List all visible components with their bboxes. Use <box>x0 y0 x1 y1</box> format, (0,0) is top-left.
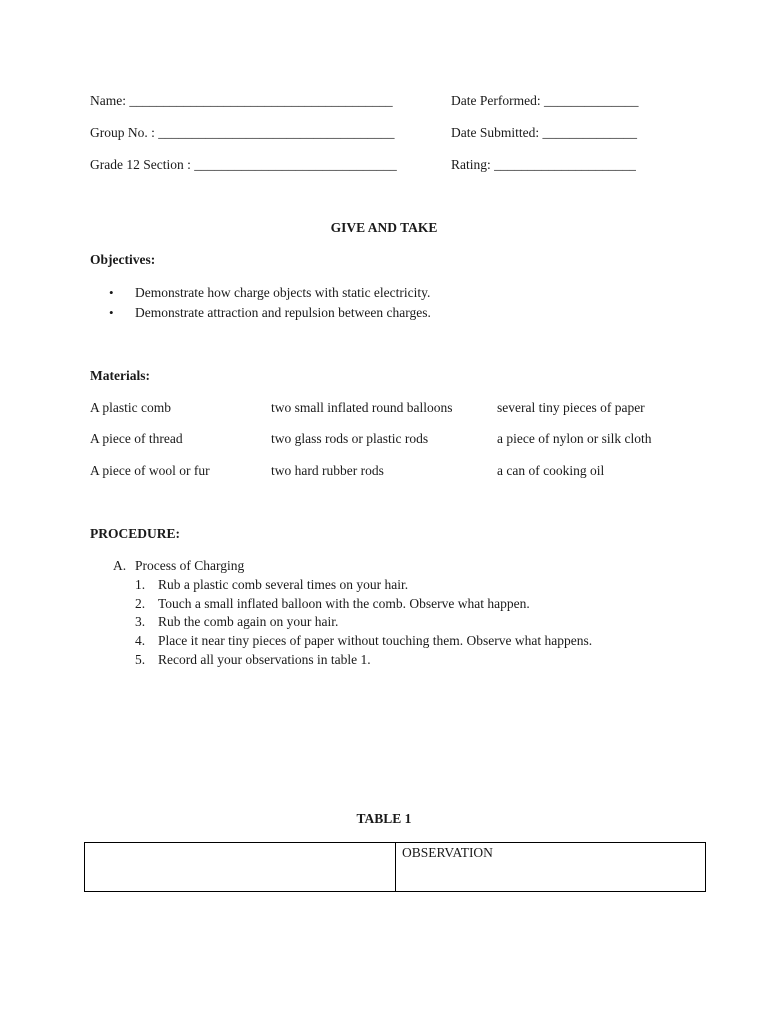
name-field: Name: _______________________________________ <box>90 93 393 108</box>
material-item: two glass rods or plastic rods <box>271 431 429 446</box>
step-number: 4. <box>135 633 146 648</box>
material-item: A piece of thread <box>90 431 183 446</box>
step-number: 3. <box>135 614 146 629</box>
material-item: several tiny pieces of paper <box>497 400 645 415</box>
grade-section-field: Grade 12 Section : ______________________________ <box>90 157 397 172</box>
section-title: Process of Charging <box>135 558 245 573</box>
material-item: a can of cooking oil <box>497 463 605 478</box>
table-header-observation: OBSERVATION <box>396 843 706 892</box>
table-cell-blank <box>85 843 396 892</box>
step-number: 2. <box>135 596 146 611</box>
date-performed-field: Date Performed: ______________ <box>451 93 639 108</box>
material-item: A plastic comb <box>90 400 171 415</box>
objective-item: • Demonstrate attraction and repulsion between charges. <box>135 306 431 320</box>
material-item: a piece of nylon or silk cloth <box>497 431 652 446</box>
observation-table <box>84 842 706 892</box>
step-text: Touch a small inflated balloon with the comb. Observe what happen. <box>158 596 530 611</box>
step-text: Place it near tiny pieces of paper without touching them. Observe what happens. <box>158 633 593 648</box>
table-row <box>85 843 706 892</box>
rating-field: Rating: _____________________ <box>451 157 636 172</box>
material-item: A piece of wool or fur <box>90 463 210 478</box>
objectives-heading: Objectives: <box>90 252 156 267</box>
material-item: two hard rubber rods <box>271 463 384 478</box>
step-text: Rub the comb again on your hair. <box>158 614 339 629</box>
group-number-field: Group No. : ___________________________________ <box>90 125 395 140</box>
step-text: Record all your observations in table 1. <box>158 652 371 667</box>
material-item: two small inflated round balloons <box>271 400 453 415</box>
step-text: Rub a plastic comb several times on your hair. <box>158 577 409 592</box>
step-number: 5. <box>135 652 146 667</box>
step-number: 1. <box>135 577 146 592</box>
date-submitted-field: Date Submitted: ______________ <box>451 125 637 140</box>
procedure-heading: PROCEDURE: <box>90 526 180 541</box>
document-title: GIVE AND TAKE <box>330 220 438 235</box>
section-marker: A. <box>113 558 127 573</box>
table-title: TABLE 1 <box>356 811 412 826</box>
objective-item: • Demonstrate how charge objects with static electricity. <box>135 286 430 300</box>
materials-heading: Materials: <box>90 368 150 383</box>
